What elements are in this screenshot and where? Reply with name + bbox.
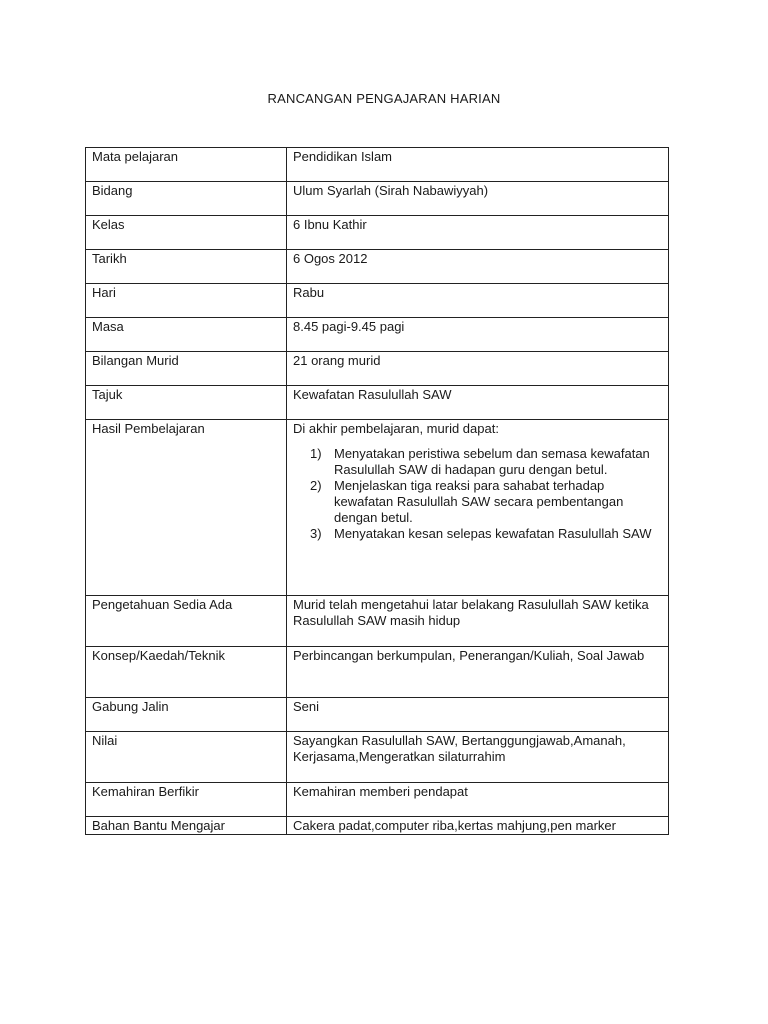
table-row (86, 182, 669, 216)
list-item-number: 1) (310, 446, 322, 461)
row-value: Cakera padat,computer riba,kertas mahjung,pen marker (287, 817, 669, 835)
lesson-plan-table (85, 147, 669, 835)
table-row (86, 216, 669, 250)
table-row (86, 352, 669, 386)
table-row (86, 284, 669, 318)
table-row (86, 386, 669, 420)
list-item (310, 478, 662, 526)
row-label: Masa (86, 318, 287, 352)
table-row (86, 783, 669, 817)
row-label: Hasil Pembelajaran (86, 420, 287, 596)
table-row (86, 732, 669, 783)
row-label: Bahan Bantu Mengajar (86, 817, 287, 835)
learning-outcomes-cell (287, 420, 669, 596)
row-label: Tajuk (86, 386, 287, 420)
row-value: 6 Ogos 2012 (287, 250, 669, 284)
row-value: Kewafatan Rasulullah SAW (287, 386, 669, 420)
table-row (86, 148, 669, 182)
list-item-number: 2) (310, 478, 322, 493)
list-item-text: Menjelaskan tiga reaksi para sahabat terhadap kewafatan Rasulullah SAW secara pembentangan dengan betul. (334, 478, 624, 525)
list-item (310, 446, 662, 478)
table-row (86, 817, 669, 835)
table-row (86, 318, 669, 352)
row-label: Hari (86, 284, 287, 318)
document-title: RANCANGAN PENGAJARAN HARIAN (267, 91, 501, 106)
row-label: Bidang (86, 182, 287, 216)
row-value: Ulum Syarlah (Sirah Nabawiyyah) (287, 182, 669, 216)
learning-outcomes-list (293, 446, 662, 542)
table-row (86, 647, 669, 698)
row-value: Kemahiran memberi pendapat (287, 783, 669, 817)
row-value: Rabu (287, 284, 669, 318)
row-value: 6 Ibnu Kathir (287, 216, 669, 250)
row-label: Gabung Jalin (86, 698, 287, 732)
row-label: Kelas (86, 216, 287, 250)
table-row-learning-outcomes (86, 420, 669, 596)
row-value: Perbincangan berkumpulan, Penerangan/Kuliah, Soal Jawab (287, 647, 669, 698)
row-value: Pendidikan Islam (287, 148, 669, 182)
list-item (310, 526, 662, 542)
row-label: Kemahiran Berfikir (86, 783, 287, 817)
row-label: Tarikh (86, 250, 287, 284)
table-row (86, 698, 669, 732)
row-value: 8.45 pagi-9.45 pagi (287, 318, 669, 352)
list-item-number: 3) (310, 526, 322, 541)
row-value: Seni (287, 698, 669, 732)
row-value: Sayangkan Rasulullah SAW, Bertanggungjawab,Amanah, Kerjasama,Mengeratkan silaturrahim (287, 732, 669, 783)
table-row (86, 596, 669, 647)
row-value: Murid telah mengetahui latar belakang Rasulullah SAW ketika Rasulullah SAW masih hidup (287, 596, 669, 647)
list-item-text: Menyatakan peristiwa sebelum dan semasa kewafatan Rasulullah SAW di hadapan guru dengan betul. (334, 446, 650, 477)
row-value: 21 orang murid (287, 352, 669, 386)
row-label: Pengetahuan Sedia Ada (86, 596, 287, 647)
row-label: Mata pelajaran (86, 148, 287, 182)
learning-outcomes-intro: Di akhir pembelajaran, murid dapat: (293, 421, 499, 436)
row-label: Konsep/Kaedah/Teknik (86, 647, 287, 698)
table-row (86, 250, 669, 284)
row-label: Bilangan Murid (86, 352, 287, 386)
list-item-text: Menyatakan kesan selepas kewafatan Rasulullah SAW (334, 526, 652, 541)
row-label: Nilai (86, 732, 287, 783)
